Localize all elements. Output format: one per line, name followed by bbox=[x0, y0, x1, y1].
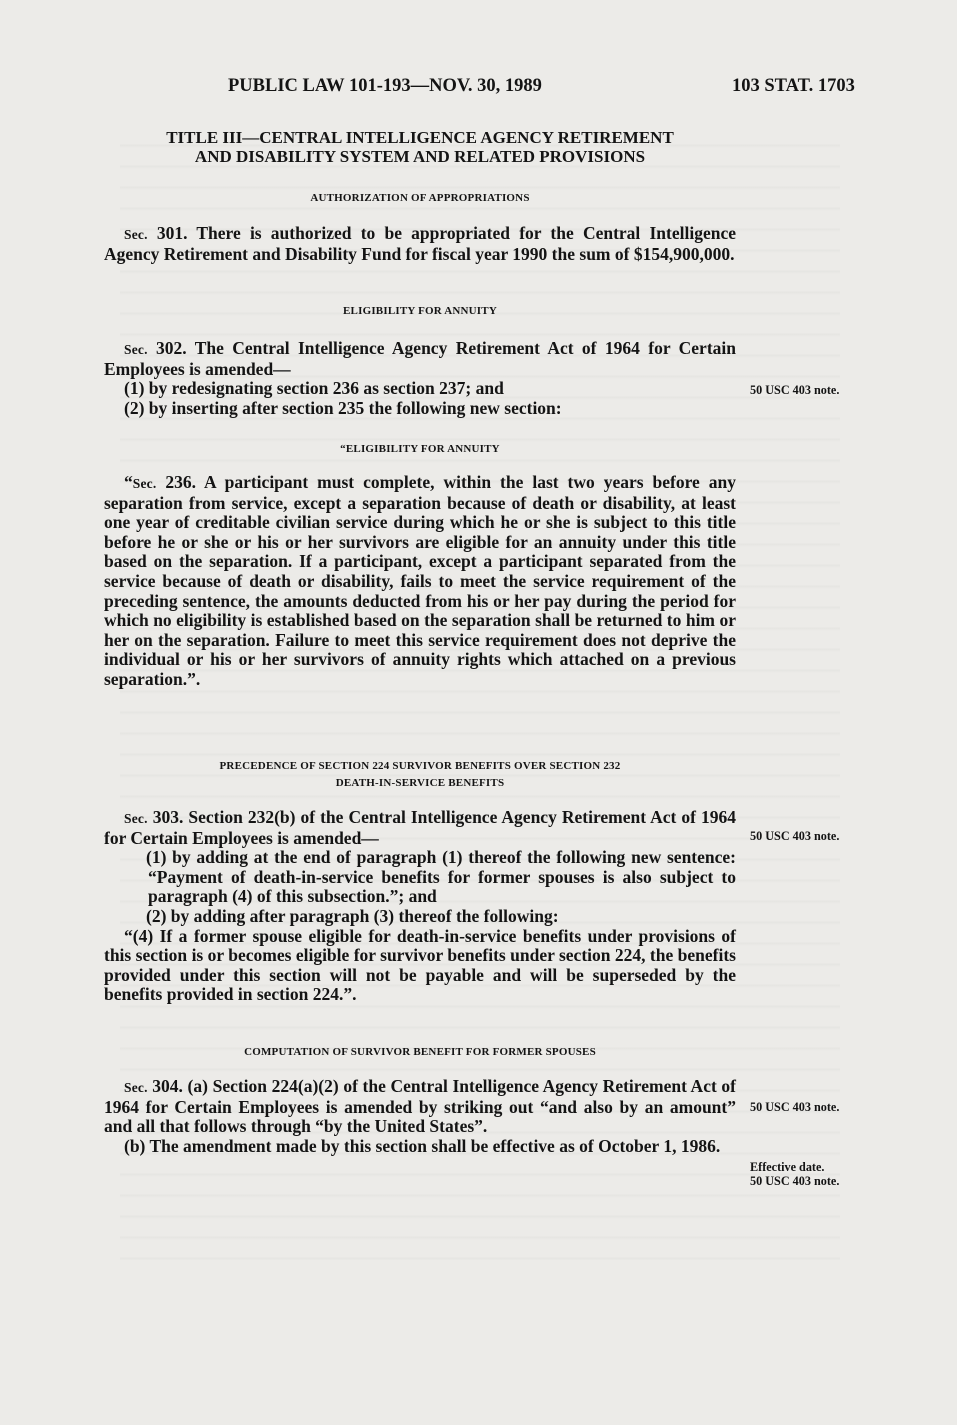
section-303-item-1: (1) by adding at the end of paragraph (1) thereof the following new sentence: “Payment of death-in-service benefits for former spouses is also subject to paragraph (4) of this subsection.”; and bbox=[146, 847, 736, 907]
title-line-2: AND DISABILITY SYSTEM AND RELATED PROVISIONS bbox=[194, 147, 646, 166]
title-heading bbox=[104, 128, 736, 166]
section-303-item-2: (2) by adding after paragraph (3) thereof the following: bbox=[146, 905, 559, 926]
quoted-section-heading: “ELIGIBILITY FOR ANNUITY bbox=[340, 443, 500, 455]
usc-note: 50 USC 403 note. bbox=[750, 1174, 840, 1188]
quoted-section-236 bbox=[104, 473, 736, 690]
sec-label: Sec. bbox=[124, 811, 148, 826]
sec-label: Sec. bbox=[124, 342, 148, 357]
section-302-heading: ELIGIBILITY FOR ANNUITY bbox=[343, 305, 497, 317]
section-302-margin-note: 50 USC 403 note. bbox=[750, 383, 840, 397]
section-303-heading-line-2: DEATH-IN-SERVICE BENEFITS bbox=[335, 777, 505, 789]
sec-label: Sec. bbox=[132, 476, 157, 491]
title-line-1: TITLE III—CENTRAL INTELLIGENCE AGENCY RETIREMENT bbox=[166, 128, 674, 147]
section-304-paragraph-a: Sec. 304. (a) Section 224(a)(2) of the Central Intelligence Agency Retirement Act of 1964 for Certain Employees is amended by striking out “and also by an amount” and all that follows through “by the United States”. bbox=[104, 1076, 736, 1137]
section-304 bbox=[104, 1077, 736, 1156]
section-303-heading bbox=[104, 758, 736, 792]
section-302-intro: Sec. 302. The Central Intelligence Agency Retirement Act of 1964 for Certain Employees is amended— bbox=[104, 338, 736, 379]
effective-date-note: Effective date. bbox=[750, 1160, 825, 1174]
section-304-heading: COMPUTATION OF SURVIVOR BENEFIT FOR FORMER SPOUSES bbox=[244, 1046, 596, 1058]
section-302 bbox=[104, 339, 736, 418]
section-303 bbox=[104, 808, 736, 1005]
section-301-heading: AUTHORIZATION OF APPROPRIATIONS bbox=[310, 192, 530, 204]
sec-label: Sec. bbox=[124, 1080, 148, 1095]
statute-page-number: 103 STAT. 1703 bbox=[732, 76, 855, 96]
running-header bbox=[0, 76, 957, 102]
section-302-item-2: (2) by inserting after section 235 the following new section: bbox=[124, 397, 562, 418]
section-301-text: Sec. 301. There is authorized to be appropriated for the Central Intelligence Agency Retirement and Disability Fund for fiscal year 1990 the sum of $154,900,000. bbox=[104, 223, 736, 264]
section-303-item-3: “(4) If a former spouse eligible for death-in-service benefits under provisions of this section is or becomes eligible for survivor benefits under section 224, the benefits provided under this section will not be payable and will be superseded by the benefits provided in section 224.”. bbox=[104, 925, 736, 1005]
section-304-margin-note-b bbox=[750, 1160, 839, 1188]
section-304-margin-note-a: 50 USC 403 note. bbox=[750, 1100, 840, 1114]
public-law-citation: PUBLIC LAW 101-193—NOV. 30, 1989 bbox=[228, 76, 542, 96]
section-303-heading-line-1: PRECEDENCE OF SECTION 224 SURVIVOR BENEFITS OVER SECTION 232 bbox=[219, 760, 621, 772]
sec-label: Sec. bbox=[124, 227, 148, 242]
section-302-item-1: (1) by redesignating section 236 as section 237; and bbox=[124, 378, 504, 399]
section-301 bbox=[104, 224, 736, 264]
quoted-section-236-text: “Sec. 236. A participant must complete, within the last two years before any separation from service, except a separation because of death or disability, at least one year of creditable civilian service during which he or she is subject to this title before he or she or his or her survivors are eligible for an annuity under this title based on the separation. If a participant, except a participant separated from the service because of death or disability, fails to meet the service requirement of the preceding sentence, the amounts deducted from his or her pay during the period for which no eligibility is established based on the separation shall be returned to him or her on the separation. Failure to meet this service requirement does not deprive the individual or his or her survivors of annuity rights which attached on a previous separation.”. bbox=[104, 472, 736, 689]
section-304-paragraph-b: (b) The amendment made by this section shall be effective as of October 1, 1986. bbox=[124, 1135, 721, 1156]
section-303-intro: Sec. 303. Section 232(b) of the Central Intelligence Agency Retirement Act of 1964 for Certain Employees is amended— bbox=[104, 807, 736, 848]
section-303-margin-note: 50 USC 403 note. bbox=[750, 829, 840, 843]
